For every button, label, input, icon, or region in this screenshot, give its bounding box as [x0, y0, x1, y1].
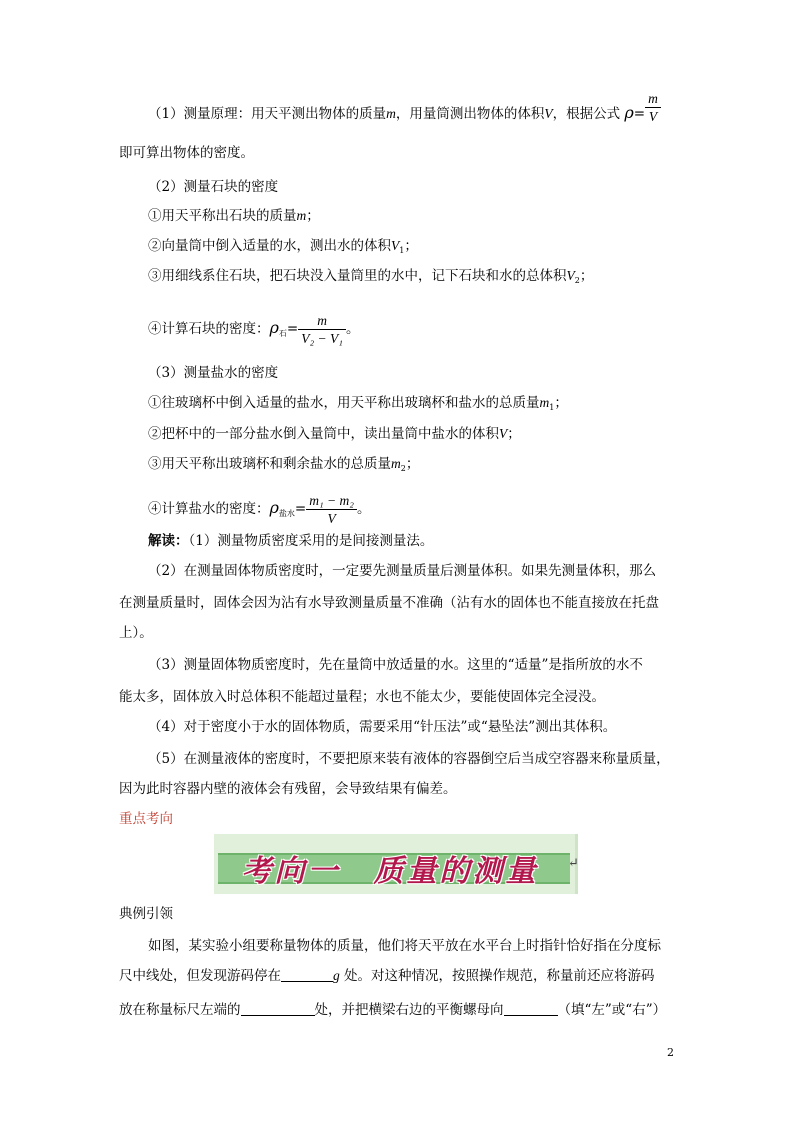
brine-step-1-end: ；: [554, 395, 568, 411]
density-symbol: ρ: [624, 103, 634, 122]
brine-fraction-numerator: m₁ − m₂: [306, 492, 357, 510]
example-line-3-mid: 处，并把横梁右边的平衡螺母向: [314, 1002, 504, 1018]
answer-blank-3[interactable]: [504, 1001, 558, 1016]
interpretation-line-2c: 上）。: [119, 625, 153, 641]
interpretation-line-4: （4）对于密度小于水的固体物质，需要采用“针压法”或“悬坠法”测出其体积。: [148, 719, 617, 735]
rock-fraction-denominator: V₂ − V₁: [301, 331, 343, 346]
rock-density-symbol: ρ: [269, 318, 279, 337]
rock-step-3: [148, 266, 593, 291]
rock-section-heading: （2）测量石块的密度: [148, 179, 279, 195]
example-line-3-end: （填“左”或“右”）: [557, 1002, 667, 1018]
rock-step-2-symbol: V: [391, 238, 400, 253]
brine-step-3-text: ③用天平称出玻璃杯和剩余盐水的总质量: [148, 456, 391, 472]
rock-step-1: [148, 206, 320, 226]
brine-step-2: [148, 424, 521, 444]
principle-text-a: （1）测量原理：用天平测出物体的质量: [148, 106, 387, 122]
principle-line: [148, 91, 661, 125]
equals-sign: =: [633, 106, 646, 122]
rock-step-4-text: ④计算石块的密度：: [148, 321, 270, 337]
gram-unit: g: [333, 968, 340, 983]
rock-step-4-end: 。: [345, 321, 360, 337]
principle-text-b: ，用量筒测出物体的体积: [395, 106, 545, 122]
example-line-2: [119, 966, 655, 986]
principle-text-c: ，根据公式: [552, 106, 621, 122]
brine-step-3-sub: 2: [400, 464, 406, 473]
volume-symbol: V: [544, 106, 553, 121]
brine-step-3-symbol: m: [391, 456, 401, 471]
rock-step-4: [148, 312, 359, 347]
formula-numerator: m: [645, 90, 661, 108]
example-line-2-rest: 处。对这种情况，按照操作规范，称量前还应将游码: [339, 968, 655, 984]
density-formula-fraction: [645, 90, 661, 125]
brine-density-symbol: ρ: [269, 498, 279, 517]
interpretation-line-3b: 能太多，固体放入时总体积不能超过量程；水也不能太少，要能使固体完全浸没。: [119, 689, 605, 705]
example-line-1: 如图，某实验小组要称量物体的质量，他们将天平放在水平台上时指针恰好指在分度标: [148, 938, 661, 954]
banner-title: 考向一 质量的测量: [241, 854, 539, 889]
brine-step-1-sub: 1: [549, 403, 555, 412]
key-topics-heading: 重点考向: [119, 811, 173, 827]
interpretation-label: 解读：: [148, 533, 189, 549]
rock-step-2-end: ；: [404, 238, 418, 254]
formula-denominator: V: [648, 109, 658, 124]
brine-fraction-denominator: V: [327, 511, 336, 526]
rock-step-3-symbol: V: [566, 268, 575, 283]
brine-step-2-text: ②把杯中的一部分盐水倒入量筒中，读出量筒中盐水的体积: [148, 426, 499, 442]
brine-density-fraction: [306, 492, 357, 527]
answer-blank-1[interactable]: [281, 967, 333, 982]
topic-banner: [214, 834, 578, 894]
rock-step-3-sub: 2: [574, 276, 580, 285]
interpretation-line-2b: 在测量质量时，固体会因为沾有水导致测量质量不准确（沾有水的固体也不能直接放在托盘: [119, 595, 659, 611]
rock-step-2-sub: 1: [399, 246, 405, 255]
rock-step-1-end: ；: [306, 208, 320, 224]
rock-step-3-text: ③用细线系住石块，把石块没入量筒里的水中，记下石块和水的总体积: [148, 268, 567, 284]
principle-line-2: 即可算出物体的密度。: [119, 145, 254, 161]
brine-equals: =: [294, 501, 307, 517]
rock-step-1-text: ①用天平称出石块的质量: [148, 208, 297, 224]
example-line-2-text: 尺中线处，但发现游码停在: [119, 968, 281, 984]
paragraph-mark-icon: ↵: [568, 856, 579, 871]
answer-blank-2[interactable]: [241, 1001, 315, 1016]
interpretation-line-5b: 因为此时容器内壁的液体会有残留，会导致结果有偏差。: [119, 781, 457, 797]
brine-density-sub: 盐水: [278, 509, 295, 518]
brine-step-1: [148, 393, 568, 418]
brine-step-4-end: 。: [356, 501, 371, 517]
brine-step-4: [148, 492, 370, 527]
interpretation-line-3a: （3）测量固体物质密度时，先在量筒中放适量的水。这里的“适量”是指所放的水不: [148, 657, 643, 673]
rock-step-2-text: ②向量筒中倒入适量的水，测出水的体积: [148, 238, 391, 254]
rock-equals: =: [286, 321, 299, 337]
interpretation-line-2a: （2）在测量固体物质密度时，一定要先测量质量后测量体积。如果先测量体积，那么: [148, 563, 657, 579]
rock-fraction-numerator: m: [298, 312, 346, 330]
page-number: 2: [667, 1046, 674, 1059]
rock-density-sub: 石: [278, 329, 287, 338]
brine-step-1-text: ①往玻璃杯中倒入适量的盐水，用天平称出玻璃杯和盐水的总质量: [148, 395, 540, 411]
rock-step-3-end: ；: [579, 268, 594, 284]
mass-symbol: m: [386, 106, 396, 121]
brine-step-4-text: ④计算盐水的密度：: [148, 501, 270, 517]
rock-step-1-symbol: m: [296, 208, 307, 223]
interpretation-text-1: （1）测量物质密度采用的是间接测量法。: [188, 533, 434, 549]
rock-step-2: [148, 236, 418, 261]
brine-step-3-end: ；: [405, 456, 420, 472]
brine-step-3: [148, 454, 419, 479]
example-line-3: [119, 1000, 666, 1020]
example-label: 典例引领: [119, 906, 173, 922]
interpretation-line-5a: （5）在测量液体的密度时，不要把原来装有液体的容器倒空后当成空容器来称量质量，: [148, 751, 670, 767]
example-line-3-text: 放在称量标尺左端的: [119, 1002, 241, 1018]
brine-section-heading: （3）测量盐水的密度: [148, 365, 279, 381]
rock-density-fraction: [298, 312, 346, 347]
interpretation-line-1: [148, 531, 433, 551]
brine-step-2-end: ；: [507, 426, 521, 442]
brine-step-2-symbol: V: [499, 426, 508, 441]
brine-step-1-symbol: m: [539, 395, 550, 410]
